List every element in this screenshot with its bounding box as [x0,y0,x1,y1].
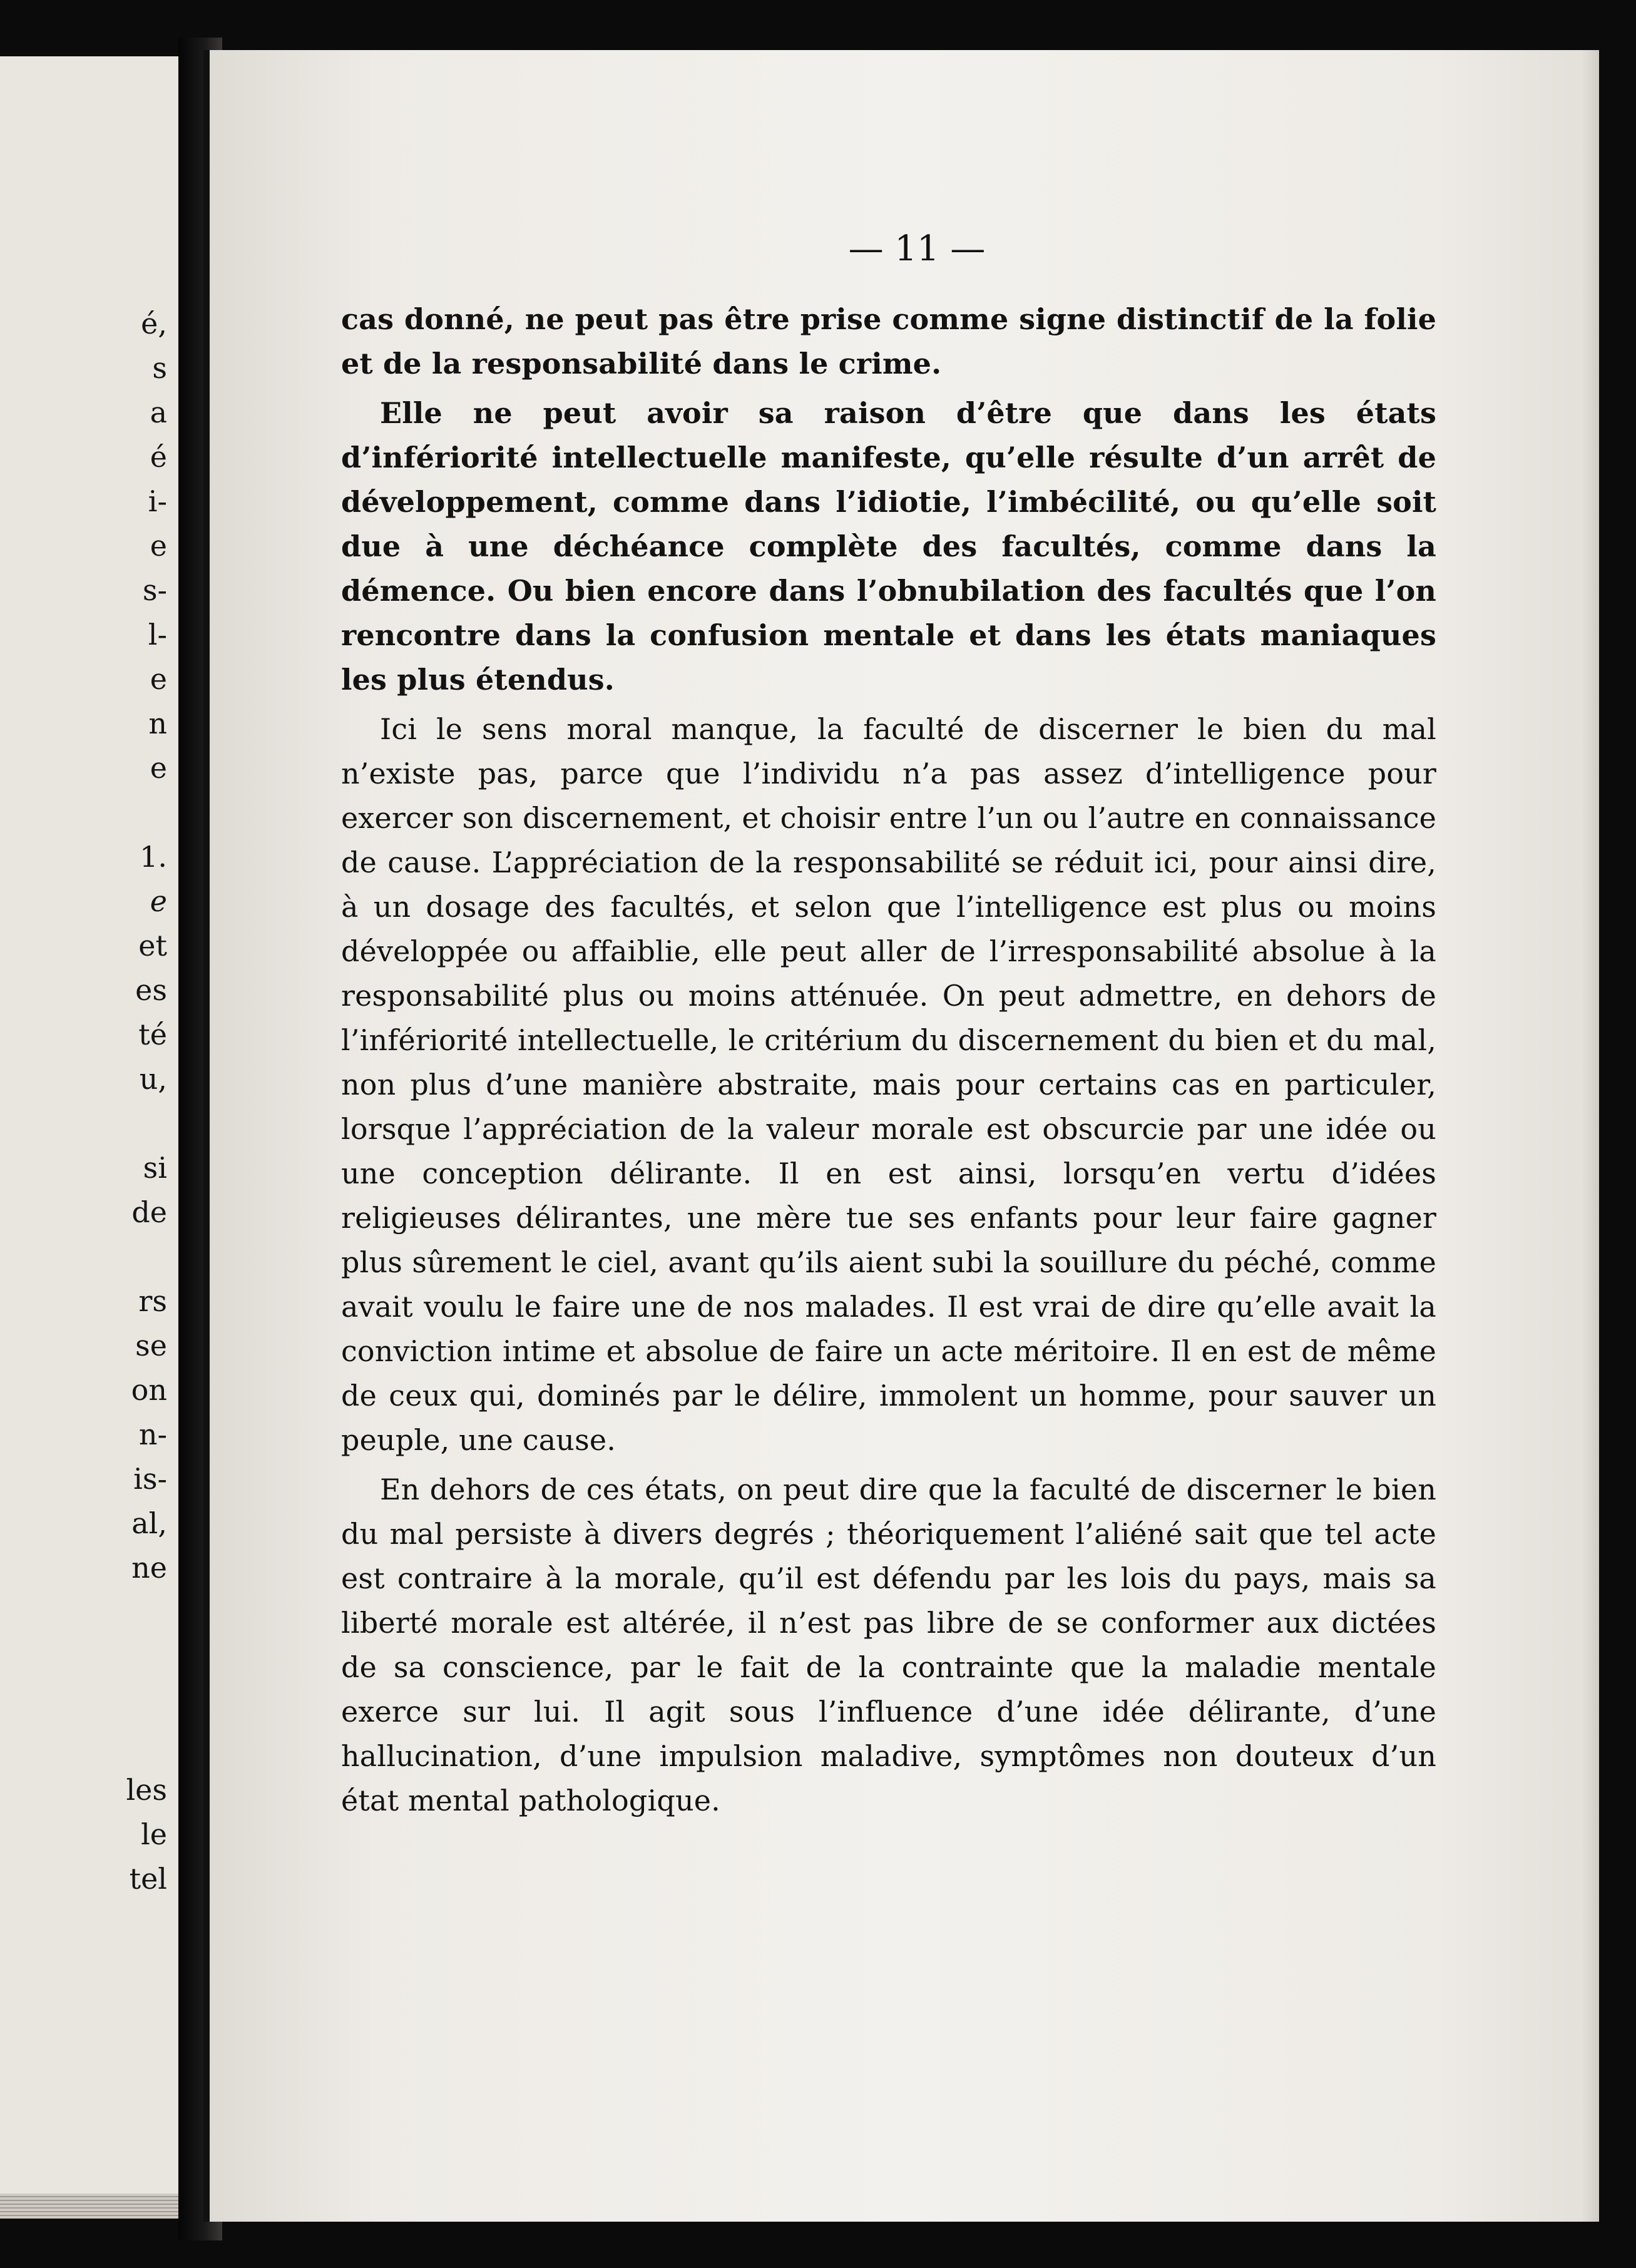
left-page-edge [0,2194,178,2219]
left-page-fragment: rs [138,1284,167,1318]
page-right-edge [1580,50,1599,2222]
left-page-fragment: a [150,396,167,429]
left-page-fragment: tel [129,1862,167,1896]
left-page-fragment: s- [142,573,167,607]
left-page-fragment: is- [133,1462,167,1496]
left-page-fragment: s [152,351,167,385]
paragraph: Ici le sens moral manque, la faculté de discerner le bien du mal n’existe pas, parce que l’individu n’a pas assez d’intelligence pour exercer son discernement, et choisir entre l’un ou l’autre en connaissance de cause. L’appréciation de la responsabilité se réduit ici, pour ainsi dire, à un dosage des facultés, et selon que l’intelligence est plus ou moins développée ou affaiblie, elle peut aller de l’irresponsabilité absolue à la responsabilité plus ou moins atténuée. On peut admettre, en dehors de l’infériorité intellectuelle, le critérium du discernement du bien et du mal, non plus d’une manière abstraite, mais pour certains cas en particuler, lorsque l’appréciation de la valeur morale est obscurcie par une idée ou une conception délirante. Il en est ainsi, lorsqu’en vertu d’idées religieuses délirantes, une mère tue ses enfants pour leur faire gagner plus sûrement le ciel, avant qu’ils aient subi la souillure du péché, comme avait voulu le faire une de nos malades. Il est vrai de dire qu’elle avait la conviction intime et absolue de faire un acte méritoire. Il en est de même de ceux qui, dominés par le délire, immolent un homme, pour sauver un peuple, une cause. [341,712,1436,1457]
left-page-fragment: les [126,1773,167,1807]
page-number: — 11 — [848,228,986,269]
left-page-fragment: es [135,973,167,1007]
left-page-fragment: et [138,929,167,963]
left-page-fragment: si [143,1151,167,1185]
left-page-fragment: ne [131,1551,167,1585]
left-page-fragment: on [131,1373,167,1407]
left-facing-page [0,56,178,2219]
left-page-fragment: al, [131,1506,167,1540]
left-page-fragment: i- [148,484,167,518]
paragraph-continued: cas donné, ne peut pas être prise comme signe distinctif de la folie et de la responsabilité dans le crime. [341,302,1436,381]
left-page-fragment: l- [148,618,167,651]
left-page-fragment: e [150,662,167,696]
left-page-fragment: u, [139,1062,167,1096]
body-text [341,297,1436,1823]
left-page-fragment: n- [138,1418,167,1451]
paragraph: Elle ne peut avoir sa raison d’être que dans les états d’infériorité intellectuelle manifeste, qu’elle résulte d’un arrêt de développement, comme dans l’idiotie, l’imbécilité, ou qu’elle soit due à une déchéance complète des facultés, comme dans la démence. Ou bien encore dans l’obnubilation des facultés que l’on rencontre dans la confusion mentale et dans les états maniaques les plus étendus. [341,396,1436,697]
left-page-fragment: se [135,1329,167,1362]
left-page-fragment: e [150,529,167,563]
left-page-fragment: e [150,751,167,785]
left-page-fragment: é [150,440,167,474]
left-page-fragment: de [131,1195,167,1229]
left-page-fragment: le [141,1817,167,1851]
left-page-fragment: é, [141,307,167,340]
paragraph: En dehors de ces états, on peut dire que la faculté de discerner le bien du mal persiste à divers degrés ; théoriquement l’aliéné sait que tel acte est contraire à la morale, qu’il est défendu par les lois du pays, mais sa liberté morale est altérée, il n’est pas libre de se conformer aux dictées de sa conscience, par le fait de la contrainte que la maladie mentale exerce sur lui. Il agit sous l’influence d’une idée délirante, d’une hallucination, d’une impulsion maladive, symptômes non douteux d’un état mental pathologique. [341,1473,1436,1817]
main-page [203,50,1599,2222]
left-page-fragment: n [148,707,167,740]
left-page-fragment: 1. [140,840,167,874]
left-page-fragment: e [150,884,167,918]
left-page-fragment: té [138,1018,167,1051]
